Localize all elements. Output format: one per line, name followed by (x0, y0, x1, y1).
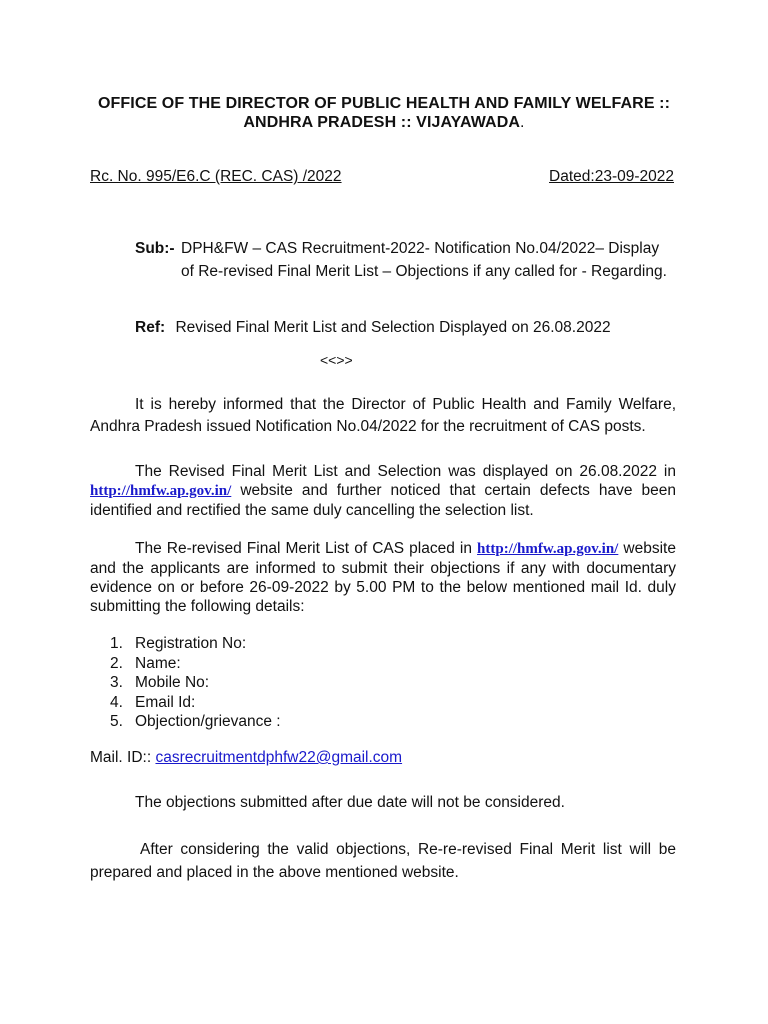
list-item (110, 712, 281, 732)
mail-label: Mail. ID:: (90, 749, 152, 766)
list-label: Mobile No: (135, 674, 210, 691)
email-link[interactable]: casrecruitmentdphfw22@gmail.com (155, 749, 403, 766)
rc-number: Rc. No. 995/E6.C (REC. CAS) /2022 (90, 168, 342, 185)
list-number: 5. (110, 713, 123, 730)
list-item (110, 654, 281, 674)
reference-line (90, 168, 674, 186)
paragraph-closing-text: After considering the valid objections, Re-re-revised Final Merit list will be prepared and placed in the above mentioned website. (90, 841, 676, 881)
list-item (110, 634, 281, 654)
heading-line-2-text: ANDHRA PRADESH :: VIJAYAWADA (243, 114, 521, 131)
office-heading (60, 94, 708, 132)
heading-line-2 (60, 113, 708, 132)
list-item (110, 673, 281, 693)
list-number: 2. (110, 654, 123, 672)
deadline-note: The objections submitted after due date will not be considered. (135, 794, 565, 811)
ref-label: Ref: (135, 319, 166, 336)
list-item (110, 693, 281, 713)
list-label: Email Id: (135, 693, 196, 711)
mail-line (90, 749, 402, 767)
website-link-2[interactable]: http://hmfw.ap.gov.in/ (477, 541, 619, 557)
dated: Dated:23-09-2022 (549, 168, 674, 185)
website-link[interactable]: http://hmfw.ap.gov.in/ (90, 483, 232, 499)
list-number: 3. (110, 674, 123, 691)
paragraph-revised-before: The Revised Final Merit List and Selection was displayed on 26.08.2022 in (135, 463, 676, 480)
list-label: Registration No: (135, 635, 247, 652)
list-label: Name: (135, 654, 181, 672)
separator-mark: <<>> (320, 352, 353, 368)
ref-block (135, 318, 675, 338)
paragraph-closing (90, 838, 676, 884)
subject-block (135, 237, 675, 283)
list-number: 4. (110, 693, 123, 711)
ref-text: Revised Final Merit List and Selection Displayed on 26.08.2022 (175, 319, 611, 336)
heading-line-2-period: . (520, 114, 525, 131)
paragraph-revised-after: website and further noticed that certain defects have been identified and rectified the same duly cancelling the selection list. (90, 482, 676, 519)
paragraph-re-revised-list (90, 539, 676, 616)
subject-label: Sub:- (135, 240, 175, 257)
paragraph-intro-text: It is hereby informed that the Director of Public Health and Family Welfare, Andhra Pradesh issued Notification No.04/2022 for the recruitment of CAS posts. (90, 396, 676, 435)
paragraph-re-revised-before: The Re-revised Final Merit List of CAS placed in (135, 540, 472, 557)
list-number: 1. (110, 635, 123, 652)
paragraph-revised-list (90, 462, 676, 520)
paragraph-re-revised-after: website and the applicants are informed to submit their objections if any with documentary evidence on or before 26-09-2022 by 5.00 PM to the below mentioned mail Id. duly submitting the following details: (90, 540, 676, 615)
heading-line-1: OFFICE OF THE DIRECTOR OF PUBLIC HEALTH AND FAMILY WELFARE :: (97, 95, 671, 112)
paragraph-intro (90, 394, 676, 438)
subject-text: DPH&FW – CAS Recruitment-2022- Notification No.04/2022– Display of Re-revised Final Merit List – Objections if any called for - Regarding. (181, 240, 667, 280)
list-label: Objection/grievance : (135, 713, 281, 730)
details-list (110, 634, 281, 732)
